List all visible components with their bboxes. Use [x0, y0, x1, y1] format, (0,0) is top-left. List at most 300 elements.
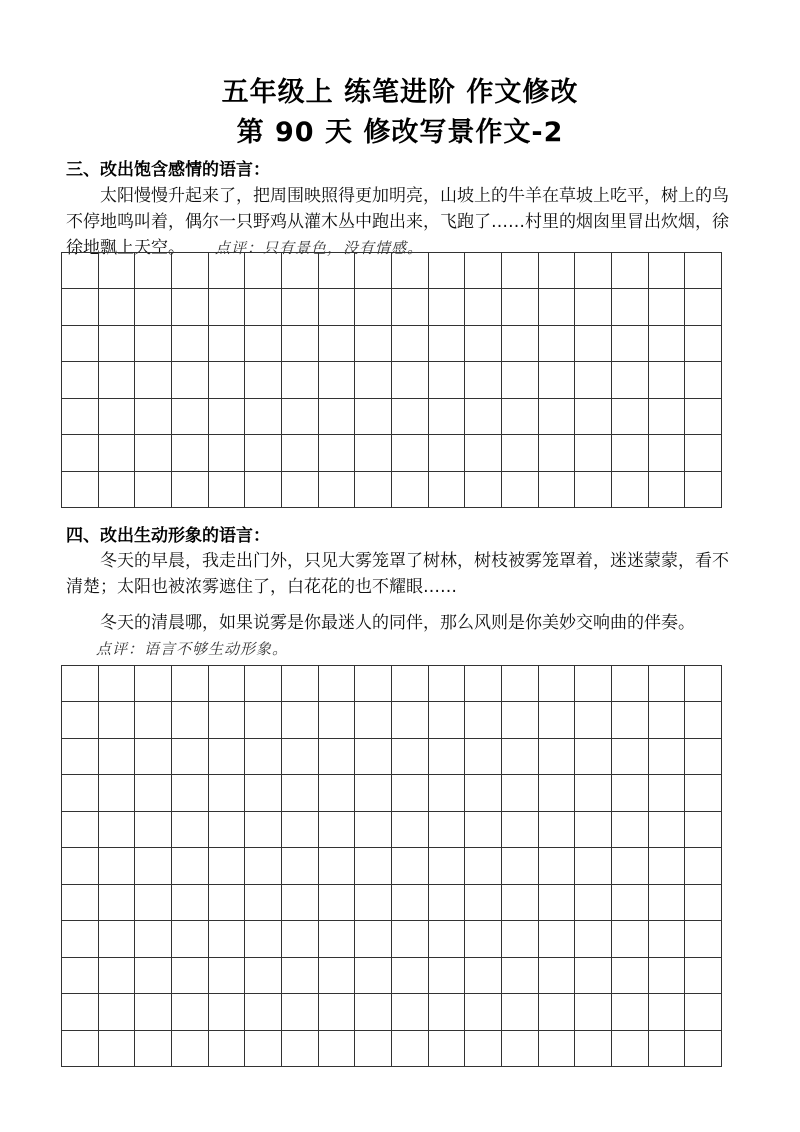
grid-cell [99, 848, 136, 884]
grid-cell [319, 326, 356, 362]
grid-cell [575, 399, 612, 435]
grid-cell [465, 326, 502, 362]
grid-cell [99, 958, 136, 994]
section3-text: 太阳慢慢升起来了，把周围映照得更加明亮，山坡上的牛羊在草坡上吃平，树上的鸟不停地鸣叫着，偶尔一只野鸡从灌木丛中跑出来，飞跑了……村里的烟囱里冒出炊烟，徐徐地飘上天空。 [66, 186, 729, 258]
grid-cell [135, 435, 172, 471]
grid-cell [465, 289, 502, 325]
grid-cell [172, 885, 209, 921]
grid-cell [355, 435, 392, 471]
grid-cell [135, 885, 172, 921]
grid-cell [355, 739, 392, 775]
grid-cell [99, 702, 136, 738]
grid-cell [245, 326, 282, 362]
grid-cell [135, 362, 172, 398]
grid-cell [282, 958, 319, 994]
grid-cell [392, 812, 429, 848]
grid-cell [355, 253, 392, 289]
grid-cell [62, 775, 99, 811]
grid-cell [209, 885, 246, 921]
grid-cell [319, 435, 356, 471]
grid-cell [465, 885, 502, 921]
grid-cell [685, 921, 722, 957]
grid-cell [685, 812, 722, 848]
grid-cell [209, 994, 246, 1030]
grid-cell [465, 958, 502, 994]
grid-cell [99, 775, 136, 811]
grid-cell [429, 885, 466, 921]
grid-cell [282, 472, 319, 508]
grid-cell [245, 958, 282, 994]
grid-cell [612, 775, 649, 811]
grid-cell [649, 885, 686, 921]
grid-cell [319, 1031, 356, 1067]
grid-cell [649, 775, 686, 811]
grid-cell [612, 848, 649, 884]
grid-cell [685, 848, 722, 884]
grid-cell [502, 702, 539, 738]
grid-cell [502, 994, 539, 1030]
grid-cell [575, 885, 612, 921]
grid-cell [392, 702, 429, 738]
grid-cell [392, 994, 429, 1030]
grid-cell [392, 775, 429, 811]
grid-cell [575, 994, 612, 1030]
grid-cell [135, 289, 172, 325]
writing-grid-1 [61, 252, 722, 508]
grid-cell [282, 253, 319, 289]
grid-cell [172, 666, 209, 702]
grid-cell [319, 994, 356, 1030]
grid-cell [209, 362, 246, 398]
grid-cell [99, 921, 136, 957]
grid-cell [465, 921, 502, 957]
grid-cell [685, 1031, 722, 1067]
grid-cell [282, 994, 319, 1030]
grid-cell [539, 289, 576, 325]
grid-cell [685, 958, 722, 994]
grid-cell [429, 472, 466, 508]
grid-cell [319, 399, 356, 435]
grid-cell [209, 326, 246, 362]
grid-cell [649, 702, 686, 738]
grid-cell [319, 702, 356, 738]
grid-cell [539, 994, 576, 1030]
grid-cell [245, 775, 282, 811]
grid-cell [685, 994, 722, 1030]
grid-cell [465, 399, 502, 435]
grid-cell [319, 739, 356, 775]
grid-cell [649, 435, 686, 471]
grid-cell [172, 775, 209, 811]
grid-cell [245, 885, 282, 921]
grid-cell [282, 1031, 319, 1067]
grid-cell [62, 739, 99, 775]
grid-cell [539, 435, 576, 471]
grid-cell [612, 472, 649, 508]
grid-cell [209, 253, 246, 289]
grid-cell [392, 739, 429, 775]
grid-cell [62, 958, 99, 994]
grid-cell [612, 289, 649, 325]
grid-cell [62, 326, 99, 362]
grid-cell [99, 1031, 136, 1067]
grid-cell [135, 399, 172, 435]
grid-cell [392, 1031, 429, 1067]
grid-cell [502, 1031, 539, 1067]
grid-cell [245, 253, 282, 289]
grid-cell [392, 253, 429, 289]
grid-cell [319, 253, 356, 289]
grid-cell [209, 399, 246, 435]
grid-cell [355, 775, 392, 811]
grid-cell [62, 399, 99, 435]
section4-paragraph2 [66, 610, 738, 662]
grid-cell [685, 326, 722, 362]
grid-cell [429, 326, 466, 362]
grid-cell [319, 812, 356, 848]
grid-cell [612, 666, 649, 702]
grid-cell [685, 253, 722, 289]
grid-cell [539, 958, 576, 994]
grid-cell [465, 253, 502, 289]
grid-cell [282, 326, 319, 362]
grid-cell [135, 326, 172, 362]
section4-comment: 点评：语言不够生动形象。 [96, 640, 289, 658]
grid-cell [172, 812, 209, 848]
grid-cell [429, 253, 466, 289]
grid-cell [685, 739, 722, 775]
grid-cell [282, 812, 319, 848]
grid-cell [649, 666, 686, 702]
grid-cell [282, 435, 319, 471]
grid-cell [429, 994, 466, 1030]
grid-cell [209, 472, 246, 508]
grid-cell [465, 702, 502, 738]
grid-cell [172, 958, 209, 994]
section3-comment: 点评：只有景色，没有情感。 [215, 239, 424, 257]
grid-cell [392, 362, 429, 398]
grid-cell [62, 289, 99, 325]
grid-cell [319, 921, 356, 957]
grid-cell [685, 775, 722, 811]
grid-cell [319, 666, 356, 702]
grid-cell [209, 921, 246, 957]
grid-cell [245, 362, 282, 398]
grid-cell [282, 848, 319, 884]
grid-cell [649, 399, 686, 435]
grid-cell [539, 472, 576, 508]
grid-cell [355, 958, 392, 994]
grid-cell [209, 775, 246, 811]
grid-cell [612, 326, 649, 362]
grid-cell [429, 702, 466, 738]
writing-grid-2 [61, 665, 722, 1067]
grid-cell [465, 472, 502, 508]
grid-cell [355, 326, 392, 362]
grid-cell [502, 666, 539, 702]
grid-cell [575, 958, 612, 994]
grid-cell [612, 702, 649, 738]
grid-cell [429, 435, 466, 471]
section4-paragraph1: 冬天的早晨，我走出门外，只见大雾笼罩了树林，树枝被雾笼罩着，迷迷蒙蒙，看不清楚；太阳也被浓雾遮住了，白花花的也不耀眼…… [66, 551, 729, 597]
grid-cell [135, 702, 172, 738]
grid-cell [245, 472, 282, 508]
grid-cell [649, 289, 686, 325]
grid-cell [612, 435, 649, 471]
grid-cell [685, 435, 722, 471]
grid-cell [685, 399, 722, 435]
grid-cell [209, 435, 246, 471]
grid-cell [649, 253, 686, 289]
grid-cell [319, 885, 356, 921]
grid-cell [355, 1031, 392, 1067]
grid-cell [172, 739, 209, 775]
grid-cell [465, 848, 502, 884]
grid-cell [172, 289, 209, 325]
grid-cell [392, 958, 429, 994]
grid-cell [575, 739, 612, 775]
grid-cell [575, 289, 612, 325]
grid-cell [429, 848, 466, 884]
grid-cell [502, 399, 539, 435]
grid-cell [355, 812, 392, 848]
grid-cell [319, 472, 356, 508]
grid-cell [429, 1031, 466, 1067]
grid-cell [502, 812, 539, 848]
grid-cell [539, 666, 576, 702]
grid-cell [392, 399, 429, 435]
section4-text2: 冬天的清晨哪，如果说雾是你最迷人的同伴，那么风则是你美妙交响曲的伴奏。 [100, 613, 695, 633]
grid-cell [282, 399, 319, 435]
grid-cell [282, 702, 319, 738]
grid-cell [62, 666, 99, 702]
grid-cell [355, 666, 392, 702]
grid-cell [649, 994, 686, 1030]
grid-cell [62, 848, 99, 884]
grid-cell [429, 362, 466, 398]
grid-cell [355, 848, 392, 884]
grid-cell [62, 1031, 99, 1067]
grid-cell [575, 1031, 612, 1067]
grid-cell [539, 921, 576, 957]
grid-cell [649, 1031, 686, 1067]
grid-cell [502, 435, 539, 471]
grid-cell [62, 921, 99, 957]
grid-cell [429, 739, 466, 775]
grid-cell [172, 253, 209, 289]
grid-cell [465, 666, 502, 702]
grid-cell [465, 362, 502, 398]
section4-heading: 四、改出生动形象的语言： [66, 526, 270, 546]
grid-cell [319, 775, 356, 811]
grid-cell [282, 739, 319, 775]
grid-cell [209, 958, 246, 994]
grid-cell [649, 739, 686, 775]
grid-cell [685, 702, 722, 738]
grid-cell [245, 666, 282, 702]
grid-cell [539, 885, 576, 921]
grid-cell [392, 885, 429, 921]
grid-cell [502, 739, 539, 775]
grid-cell [502, 958, 539, 994]
grid-cell [539, 399, 576, 435]
grid-cell [99, 253, 136, 289]
grid-cell [612, 812, 649, 848]
grid-cell [502, 848, 539, 884]
grid-cell [245, 289, 282, 325]
grid-cell [209, 702, 246, 738]
grid-cell [649, 472, 686, 508]
grid-cell [575, 326, 612, 362]
grid-cell [502, 885, 539, 921]
grid-cell [649, 848, 686, 884]
grid-cell [319, 362, 356, 398]
grid-cell [539, 1031, 576, 1067]
grid-cell [62, 435, 99, 471]
grid-cell [685, 362, 722, 398]
section3-heading: 三、改出饱含感情的语言： [66, 160, 270, 180]
grid-cell [282, 921, 319, 957]
grid-cell [209, 1031, 246, 1067]
grid-cell [62, 812, 99, 848]
grid-cell [649, 812, 686, 848]
grid-cell [99, 326, 136, 362]
grid-cell [575, 921, 612, 957]
grid-cell [612, 399, 649, 435]
grid-cell [575, 702, 612, 738]
grid-cell [575, 435, 612, 471]
grid-cell [612, 1031, 649, 1067]
grid-cell [209, 812, 246, 848]
grid-cell [392, 472, 429, 508]
grid-cell [135, 1031, 172, 1067]
grid-cell [62, 472, 99, 508]
grid-cell [575, 253, 612, 289]
grid-cell [99, 994, 136, 1030]
grid-cell [319, 848, 356, 884]
grid-cell [502, 921, 539, 957]
grid-cell [135, 775, 172, 811]
grid-cell [172, 1031, 209, 1067]
grid-cell [685, 289, 722, 325]
grid-cell [172, 435, 209, 471]
grid-cell [392, 289, 429, 325]
grid-cell [539, 848, 576, 884]
grid-cell [612, 885, 649, 921]
grid-cell [612, 253, 649, 289]
grid-cell [539, 739, 576, 775]
grid-cell [465, 775, 502, 811]
grid-cell [319, 958, 356, 994]
grid-cell [172, 702, 209, 738]
grid-cell [355, 994, 392, 1030]
grid-cell [135, 958, 172, 994]
grid-cell [135, 994, 172, 1030]
grid-cell [429, 775, 466, 811]
grid-cell [612, 958, 649, 994]
grid-cell [502, 775, 539, 811]
grid-cell [465, 994, 502, 1030]
grid-cell [319, 289, 356, 325]
grid-cell [99, 812, 136, 848]
grid-cell [172, 399, 209, 435]
grid-cell [539, 362, 576, 398]
section3-paragraph [66, 183, 738, 261]
grid-cell [685, 885, 722, 921]
grid-cell [209, 848, 246, 884]
grid-cell [135, 739, 172, 775]
grid-cell [355, 362, 392, 398]
grid-cell [282, 362, 319, 398]
grid-cell [575, 362, 612, 398]
grid-cell [245, 739, 282, 775]
grid-cell [62, 885, 99, 921]
grid-cell [429, 921, 466, 957]
grid-cell [355, 885, 392, 921]
grid-cell [135, 848, 172, 884]
grid-cell [392, 921, 429, 957]
grid-cell [612, 921, 649, 957]
grid-cell [245, 848, 282, 884]
grid-cell [502, 289, 539, 325]
grid-cell [612, 994, 649, 1030]
grid-cell [502, 326, 539, 362]
grid-cell [392, 848, 429, 884]
grid-cell [575, 666, 612, 702]
grid-cell [62, 702, 99, 738]
grid-cell [172, 326, 209, 362]
grid-cell [612, 739, 649, 775]
grid-cell [575, 812, 612, 848]
grid-cell [245, 1031, 282, 1067]
grid-cell [172, 848, 209, 884]
grid-cell [172, 994, 209, 1030]
grid-cell [465, 739, 502, 775]
grid-cell [355, 289, 392, 325]
grid-cell [502, 253, 539, 289]
grid-cell [245, 435, 282, 471]
grid-cell [539, 326, 576, 362]
grid-cell [172, 362, 209, 398]
grid-cell [245, 702, 282, 738]
grid-cell [539, 702, 576, 738]
grid-cell [99, 362, 136, 398]
grid-cell [539, 812, 576, 848]
grid-cell [685, 666, 722, 702]
grid-cell [282, 666, 319, 702]
grid-cell [209, 739, 246, 775]
grid-cell [465, 1031, 502, 1067]
grid-cell [135, 812, 172, 848]
grid-cell [245, 399, 282, 435]
grid-cell [245, 812, 282, 848]
grid-cell [575, 472, 612, 508]
grid-cell [99, 472, 136, 508]
grid-cell [62, 362, 99, 398]
grid-cell [392, 326, 429, 362]
grid-cell [429, 958, 466, 994]
grid-cell [429, 812, 466, 848]
grid-cell [539, 253, 576, 289]
grid-cell [135, 921, 172, 957]
grid-cell [649, 326, 686, 362]
grid-cell [465, 812, 502, 848]
grid-cell [282, 775, 319, 811]
grid-cell [99, 289, 136, 325]
grid-cell [649, 362, 686, 398]
grid-cell [429, 289, 466, 325]
grid-cell [209, 666, 246, 702]
